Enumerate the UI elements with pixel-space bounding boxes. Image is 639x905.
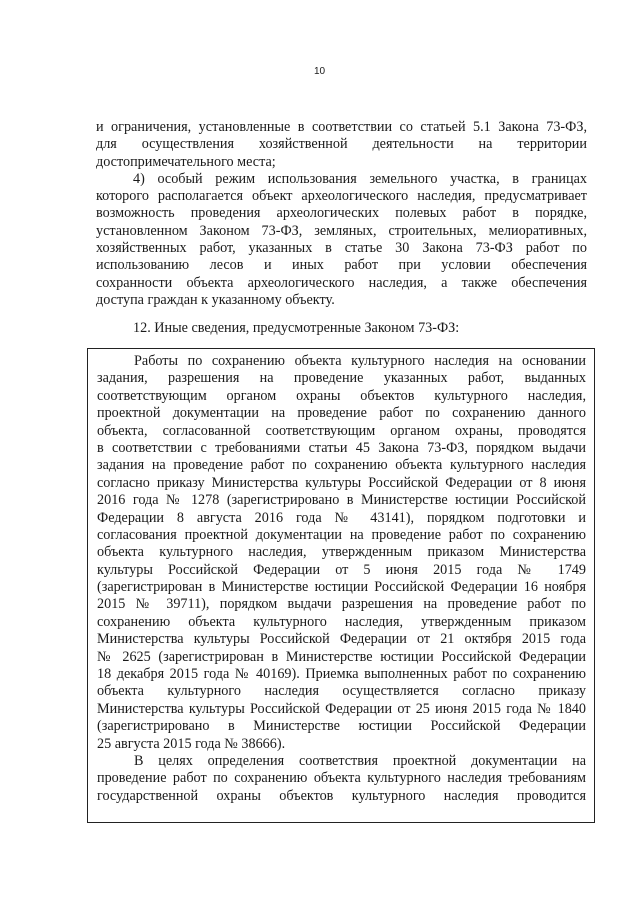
text-line: в соответствии с требованиями статьи 45 Закона 73-ФЗ, порядком выдачи [97, 439, 586, 456]
text-line: возможность проведения археологических полевых работ в порядке, [96, 205, 587, 222]
bordered-text-box [87, 348, 595, 823]
text-line: 25 августа 2015 года № 38666). [97, 735, 286, 752]
text-line: Министерства культуры Российской Федерации от 25 июня 2015 года № 1840 [97, 700, 586, 717]
text-line: проектной документации на проведение работ по сохранению данного [97, 405, 586, 422]
text-line: установленном Законом 73-ФЗ, земляных, строительных, мелиоративных, [96, 222, 587, 239]
intro-text-block [96, 119, 587, 309]
text-line: доступа граждан к указанному объекту. [96, 291, 335, 308]
text-line: сохранению объекта культурного наследия, утвержденным приказом [97, 613, 586, 630]
text-line: 2015 № 39711), порядком выдачи разрешения на проведение работ по [97, 596, 586, 613]
text-line: объекта культурного наследия осуществляется согласно приказу [97, 683, 586, 700]
text-line: Министерства культуры Российской Федерации от 21 октября 2015 года [97, 631, 586, 648]
text-line: объекта, согласованной соответствующим органом охраны, проводятся [97, 422, 586, 439]
text-line: и ограничения, установленные в соответствии со статьей 5.1 Закона 73-ФЗ, [96, 119, 587, 135]
box-text-block [97, 353, 586, 805]
text-line: задания, разрешения на проведение указанных работ, выданных [97, 370, 586, 387]
text-line: государственной охраны объектов культурного наследия проводится [97, 787, 586, 804]
text-line: использованию лесов и иных работ при условии обеспечения [96, 257, 587, 274]
text-line: 2016 года № 1278 (зарегистрировано в Министерстве юстиции Российской [97, 492, 586, 509]
section-heading: 12. Иные сведения, предусмотренные Законом 73-ФЗ: [133, 320, 460, 336]
text-line: согласования проектной документации на проведение работ по сохранению [97, 526, 586, 543]
text-line: объекта культурного наследия, утвержденным приказом Министерства [97, 544, 586, 561]
text-line: задания на проведение работ по сохранению объекта культурного наследия [97, 457, 586, 474]
text-line: 4) особый режим использования земельного участка, в границах [133, 170, 587, 187]
text-line: для осуществления хозяйственной деятельности на территории [96, 136, 587, 153]
text-line: согласно приказу Министерства культуры Российской Федерации от 8 июня [97, 474, 586, 491]
text-line: культуры Российской Федерации от 5 июня 2015 года № 1749 [97, 561, 586, 578]
text-line: хозяйственных работ, указанных в статье 30 Закона 73-ФЗ работ по [96, 240, 587, 257]
text-line: которого располагается объект археологического наследия, предусматривает [96, 188, 587, 205]
text-line: проведение работ по сохранению объекта культурного наследия требованиям [97, 770, 586, 787]
text-line: (зарегистрирован в Министерстве юстиции Российской Федерации 16 ноября [97, 579, 586, 596]
text-line: № 2625 (зарегистрирован в Министерстве юстиции Российской Федерации [97, 648, 586, 665]
text-line: сохранности объекта археологического наследия, а также обеспечения [96, 274, 587, 291]
text-line: соответствующим органом охраны объектов культурного наследия, [97, 387, 586, 404]
text-line: В целях определения соответствия проектной документации на [134, 752, 586, 769]
text-line: Федерации 8 августа 2016 года № 43141), порядком подготовки и [97, 509, 586, 526]
page-number: 10 [313, 66, 326, 77]
text-line: Работы по сохранению объекта культурного наследия на основании [134, 353, 586, 369]
text-line: достопримечательного места; [96, 153, 276, 170]
text-line: (зарегистрировано в Министерстве юстиции Российской Федерации [97, 718, 586, 735]
text-line: 18 декабря 2015 года № 40169). Приемка выполненных работ по сохранению [97, 666, 586, 683]
